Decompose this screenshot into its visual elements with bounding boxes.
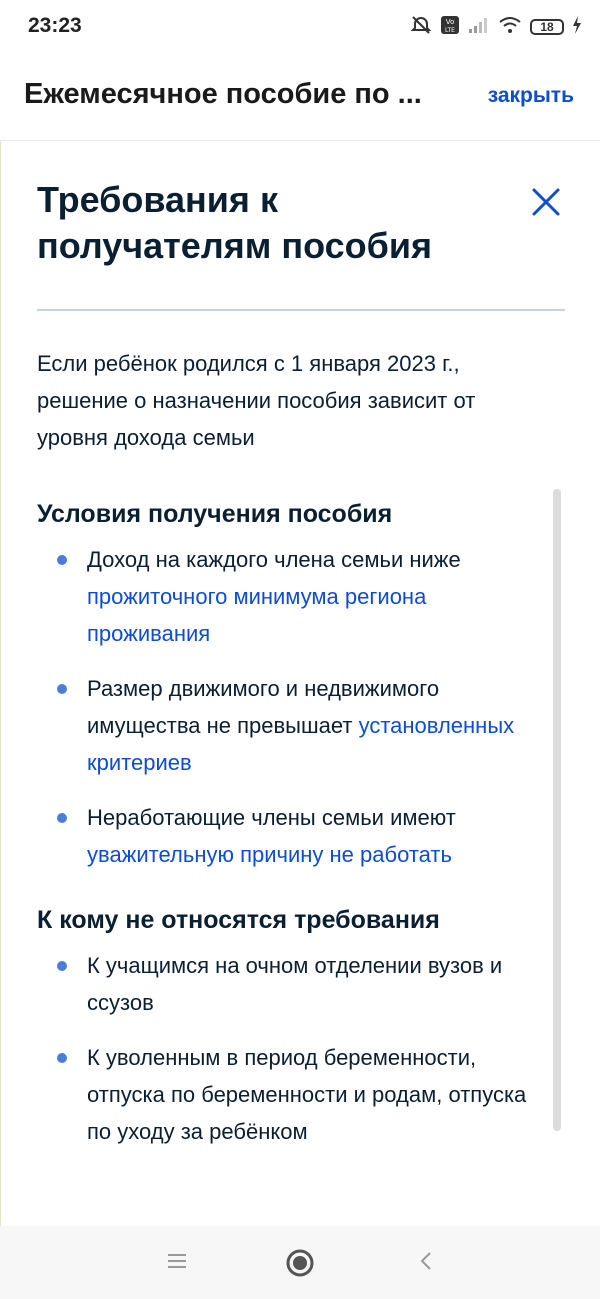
list-item <box>37 947 537 1021</box>
list-item <box>37 670 537 781</box>
list-item-text: Размер движимого и недвижимого имущества не превышает <box>87 676 440 738</box>
intro-text: Если ребёнок родился с 1 января 2023 г., решение о назначении пособия зависит от уровня дохода семьи <box>37 351 476 450</box>
modal-close-button[interactable] <box>529 185 563 219</box>
list-item-text: К учащимся на очном отделении вузов и ссузов <box>87 953 503 1015</box>
signal-icon <box>468 16 490 39</box>
wifi-icon <box>498 16 522 39</box>
modal-divider <box>37 309 565 311</box>
list-item <box>37 799 537 873</box>
conditions-heading: Условия получения пособия <box>37 500 393 528</box>
list-item-text: Доход на каждого члена семьи ниже <box>87 547 461 572</box>
page-title: Ежемесячное пособие по ... <box>24 78 422 110</box>
menu-icon[interactable] <box>166 1252 188 1275</box>
bullet-icon <box>57 555 67 565</box>
bullet-icon <box>57 1053 67 1063</box>
app-header <box>0 56 600 141</box>
status-icons <box>410 14 582 40</box>
system-nav-bar <box>0 1226 600 1299</box>
requirements-modal <box>0 141 600 1226</box>
list-item-text: К уволенным в период беременности, отпуска по беременности и родам, отпуска по уходу за ребёнком <box>87 1045 527 1144</box>
modal-content <box>37 345 537 1180</box>
scrollbar[interactable] <box>553 489 561 1131</box>
svg-text:Vo: Vo <box>445 17 455 26</box>
link-valid-reason[interactable]: уважительную причину не работать <box>87 842 452 867</box>
close-icon <box>529 185 563 219</box>
charging-icon <box>572 16 582 39</box>
link-living-wage[interactable]: прожиточного минимума региона проживания <box>87 584 427 646</box>
exceptions-list <box>37 947 537 1150</box>
close-link[interactable]: закрыть <box>487 84 574 107</box>
bullet-icon <box>57 961 67 971</box>
bullet-icon <box>57 813 67 823</box>
conditions-list <box>37 541 537 873</box>
battery-icon: 18 <box>530 19 564 35</box>
list-item <box>37 541 537 652</box>
svg-text:LTE: LTE <box>445 26 455 34</box>
modal-title: Требования к получателям пособия <box>37 179 432 266</box>
list-item <box>37 1039 537 1150</box>
list-item-text: Неработающие члены семьи имеют <box>87 805 456 830</box>
exceptions-heading: К кому не относятся требования <box>37 906 440 934</box>
bullet-icon <box>57 684 67 694</box>
status-time: 23:23 <box>28 14 82 37</box>
status-bar <box>0 0 600 56</box>
volte-icon <box>440 15 460 40</box>
home-icon[interactable] <box>285 1248 315 1283</box>
link-criteria[interactable]: установленных критериев <box>87 713 515 775</box>
alarm-off-icon <box>410 14 432 41</box>
back-icon[interactable] <box>418 1250 434 1277</box>
